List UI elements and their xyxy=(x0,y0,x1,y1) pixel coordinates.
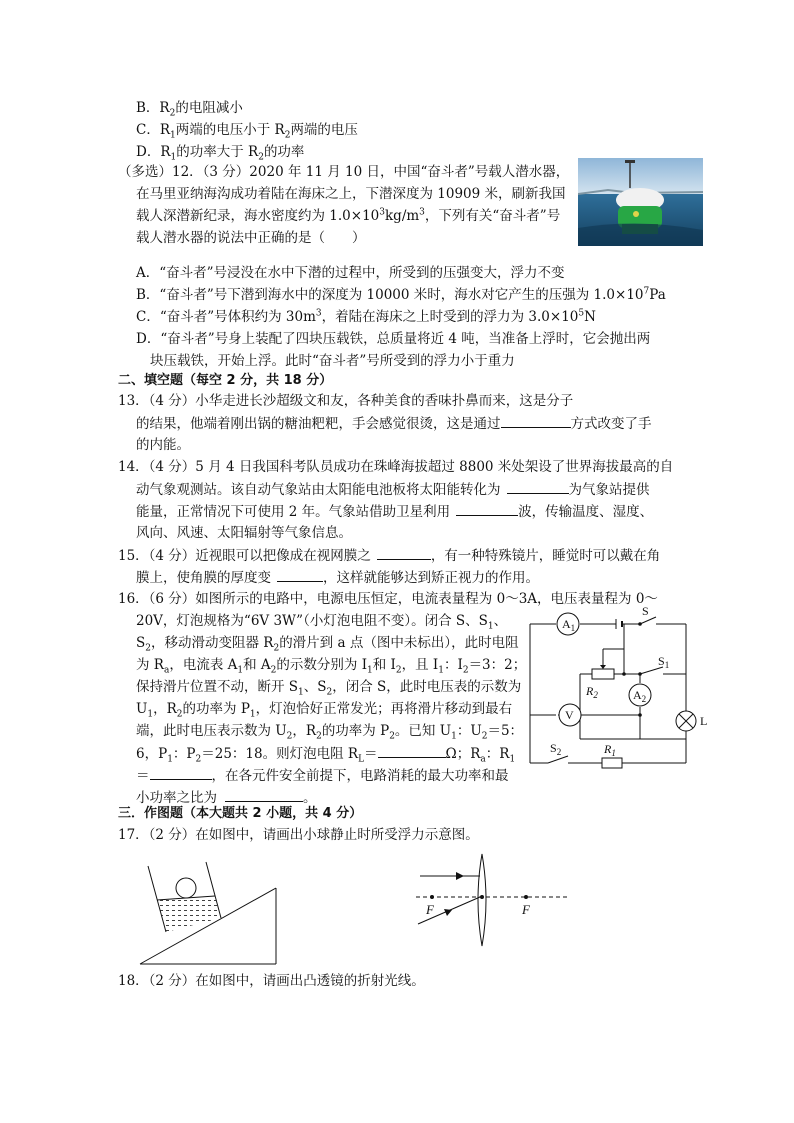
focus-left-label: F xyxy=(426,902,434,917)
q12-line-2: 在马里亚纳海沟成功着陆在海床之上，下潜深度为 10909 米，刷新我国 xyxy=(136,186,566,202)
q14-line-4: 风向、风速、太阳辐射等气象信息。 xyxy=(136,525,352,541)
convex-lens-icon xyxy=(478,854,486,946)
submarine-photo xyxy=(578,158,703,246)
q18-text: 18．（2 分）在如图中，请画出凸透镜的折射光线。 xyxy=(118,973,425,989)
q14-blank-1[interactable] xyxy=(507,480,569,494)
q15-line-2: 膜上，使角膜的厚度变 ，这样就能够达到矫正视力的作用。 xyxy=(136,570,539,586)
section-2-heading: 二、填空题（每空 2 分，共 18 分） xyxy=(118,373,333,388)
label-a1: $A_1$ xyxy=(562,617,576,633)
label-a2: $A_2$ xyxy=(633,688,647,704)
q14-line-1: 14．（4 分）5 月 4 日我国科考队员成功在珠峰海拔超过 8800 米处架设了世界海拔最高的自 xyxy=(118,459,674,475)
lens-figure xyxy=(412,852,572,950)
q16-line-5: 保持滑片位置不动，断开 $S_1$、$S_2$，闭合 S，此时电压表的示数为 xyxy=(136,679,522,698)
q13-line-2: 的结果，他端着刚出锅的糖油粑粑，手会感觉很烫，这是通过 方式改变了手 xyxy=(136,416,652,432)
q12-option-b: B．“奋斗者”号下潜到海水中的深度为 10000 米时，海水对它产生的压强为 $1.0\times 10^7Pa$ xyxy=(136,286,666,303)
q13-line-3: 的内能。 xyxy=(136,437,190,453)
q11-option-c: C．$R_1$两端的电压小于 $R_2$两端的电压 xyxy=(136,122,358,141)
label-l: L xyxy=(700,714,708,728)
q16-blank-3[interactable] xyxy=(225,788,303,802)
label-s2: $S_2$ xyxy=(550,741,562,757)
q15-line-1: 15．（4 分）近视眼可以把像成在视网膜之 ，有一种特殊镜片，睡觉时可以戴在角 xyxy=(118,548,661,564)
q16-line-4: 为 $R_a$，电流表 $A_1$和 $A_2$的示数分别为 $I_1$和 $I_2$，且 $I_1$：$I_2=3$：2； xyxy=(136,657,527,676)
q12-line-3: 载人深潜新纪录，海水密度约为 $1.0\times 10^3kg/m^3$，下列有关“奋斗者”号 xyxy=(136,207,561,224)
q16-line-3: $S_2$，移动滑动变阻器 $R_2$的滑片到 a 点（图中未标出），此时电阻 xyxy=(136,635,519,654)
q16-line-7: 端，此时电压表示数为 $U_2$，$R_2$的功率为 $P_2$。已知 $U_1$：$U_2=5$： xyxy=(136,723,524,742)
q12-option-a: A．“奋斗者”号浸没在水中下潜的过程中，所受到的压强变大，浮力不变 xyxy=(136,265,565,281)
q12-option-d-line-2: 块压载铁，开始上浮。此时“奋斗者”号所受到的浮力小于重力 xyxy=(150,353,515,369)
q13-blank[interactable] xyxy=(501,414,571,428)
q12-option-c: C．“奋斗者”号体积约为 $30m^3$，着陆在海床之上时受到的浮力为 $3.0\times 10^5N$ xyxy=(136,308,596,325)
q16-line-6: $U_1$，$R_2$的功率为 $P_1$，灯泡恰好正常发光；再将滑片移动到最右 xyxy=(136,701,513,720)
q15-blank-1[interactable] xyxy=(377,546,431,560)
q15-blank-2[interactable] xyxy=(277,568,323,582)
focus-right-label: F xyxy=(522,902,530,917)
ball-icon xyxy=(176,878,196,898)
label-v: V xyxy=(565,708,574,722)
q17-text: 17．（2 分）在如图中，请画出小球静止时所受浮力示意图。 xyxy=(118,827,479,843)
q16-line-1: 16．（6 分）如图所示的电路中，电源电压恒定，电流表量程为 0～3A，电压表量程为 0～ xyxy=(118,591,658,607)
q13-line-1: 13．（4 分）小华走进长沙超级文和友，各种美食的香味扑鼻而来，这是分子 xyxy=(118,393,574,409)
label-s: S xyxy=(642,604,649,618)
q14-line-3: 能量，正常情况下可使用 2 年。气象站借助卫星利用 波，传输温度、湿度、 xyxy=(136,504,654,520)
q16-blank-2[interactable] xyxy=(150,766,212,780)
q14-blank-2[interactable] xyxy=(456,502,518,516)
label-s1: $S_1$ xyxy=(658,654,670,670)
q11-option-d: D．$R_1$的功率大于 $R_2$的功率 xyxy=(136,144,305,163)
q16-line-8: 6，$P_1$：$P_2=25$：18。则灯泡电阻 $R_L= \Omega$；$R_a$：$R_1$ xyxy=(136,746,516,765)
circuit-diagram xyxy=(528,603,718,763)
q16-line-10: 小功率之比为 。 xyxy=(136,790,317,806)
q16-blank-1[interactable] xyxy=(378,744,446,758)
q14-line-2: 动气象观测站。该自动气象站由太阳能电池板将太阳能转化为 为气象站提供 xyxy=(136,482,650,498)
q16-line-9: ＝ ，在各元件安全前提下，电路消耗的最大功率和最 xyxy=(136,768,509,784)
q12-option-d-line-1: D．“奋斗者”号身上装配了四块压载铁，总质量将近 4 吨，当准备上浮时，它会抛出两 xyxy=(136,331,651,347)
incline-figure xyxy=(136,858,281,968)
q11-option-b: B．$R_2$的电阻减小 xyxy=(136,100,243,119)
q12-line-1: （多选）12．（3 分）2020 年 11 月 10 日，中国“奋斗者”号载人潜水器， xyxy=(118,164,570,180)
label-r1: $R_1$ xyxy=(604,742,616,758)
q12-line-4: 载人潜水器的说法中正确的是（ ） xyxy=(136,230,366,246)
section-3-heading: 三．作图题（本大题共 2 小题，共 4 分） xyxy=(118,806,363,821)
label-r2: $R_2$ xyxy=(586,684,598,700)
q16-line-2: 20V，灯泡规格为“6V 3W”（小灯泡电阻不变）。闭合 S、$S_1$、 xyxy=(136,613,508,632)
